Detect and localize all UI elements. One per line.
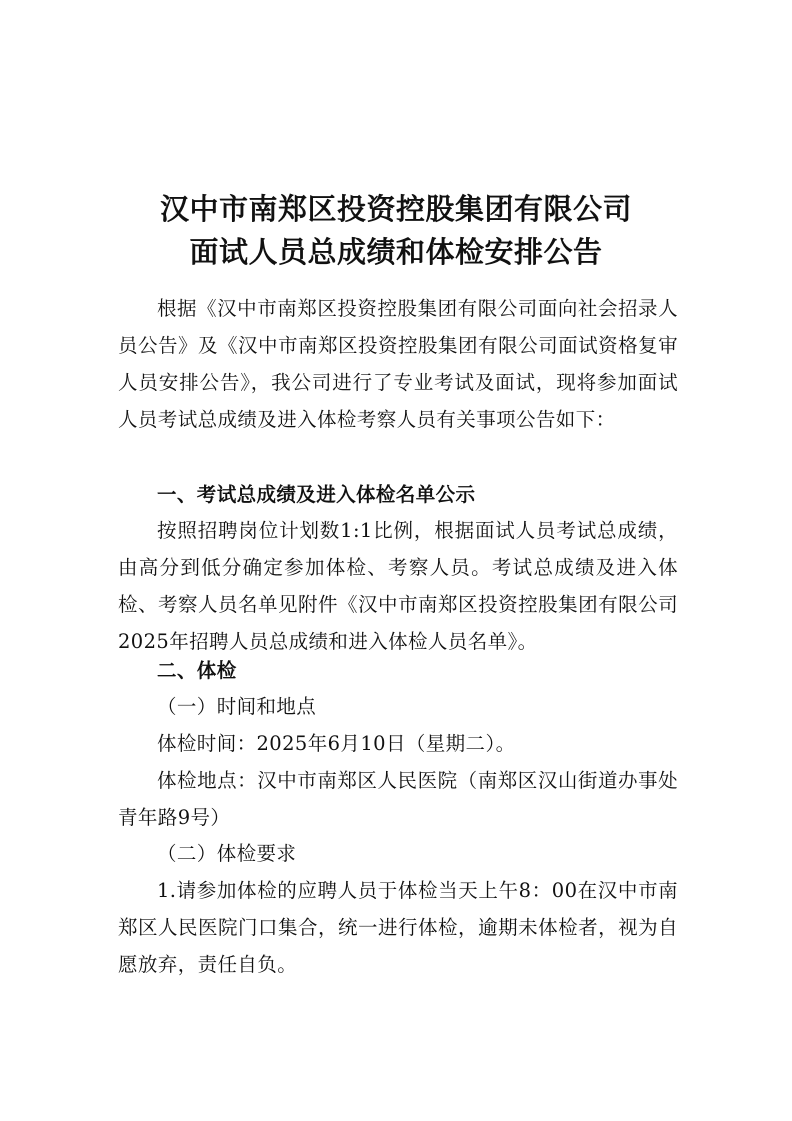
section-1-paragraph: 按照招聘岗位计划数1:1比例，根据面试人员考试总成绩，由高分到低分确定参加体检、考察人员。考试总成绩及进入体检、考察人员名单见附件《汉中市南郑区投资控股集团有限公司2025年招聘人员总成绩和进入体检人员名单》。 — [118, 519, 678, 653]
section-2-heading: 二、体检 — [157, 659, 237, 682]
requirement-1-paragraph: 1.请参加体检的应聘人员于体检当天上午8：00在汉中市南郑区人民医院门口集合，统一进行体检，逾期未体检者，视为自愿放弃，责任自负。 — [118, 879, 678, 976]
section-1-heading: 一、考试总成绩及进入体检名单公示 — [157, 483, 476, 506]
subsection-time-location-heading: （一）时间和地点 — [157, 695, 317, 718]
document-title-line-2: 面试人员总成绩和体检安排公告 — [189, 235, 603, 269]
document-title-line-1: 汉中市南郑区投资控股集团有限公司 — [159, 192, 632, 226]
exam-location-paragraph: 体检地点：汉中市南郑区人民医院（南郑区汉山街道办事处青年路9号） — [118, 769, 678, 829]
exam-date-line: 体检时间：2025年6月10日（星期二）。 — [157, 732, 516, 755]
subsection-requirements-heading: （二）体检要求 — [157, 842, 297, 865]
intro-paragraph: 根据《汉中市南郑区投资控股集团有限公司面向社会招录人员公告》及《汉中市南郑区投资控股集团有限公司面试资格复审人员安排公告》，我公司进行了专业考试及面试，现将参加面试人员考试总成绩及进入体检考察人员有关事项公告如下： — [118, 297, 678, 431]
